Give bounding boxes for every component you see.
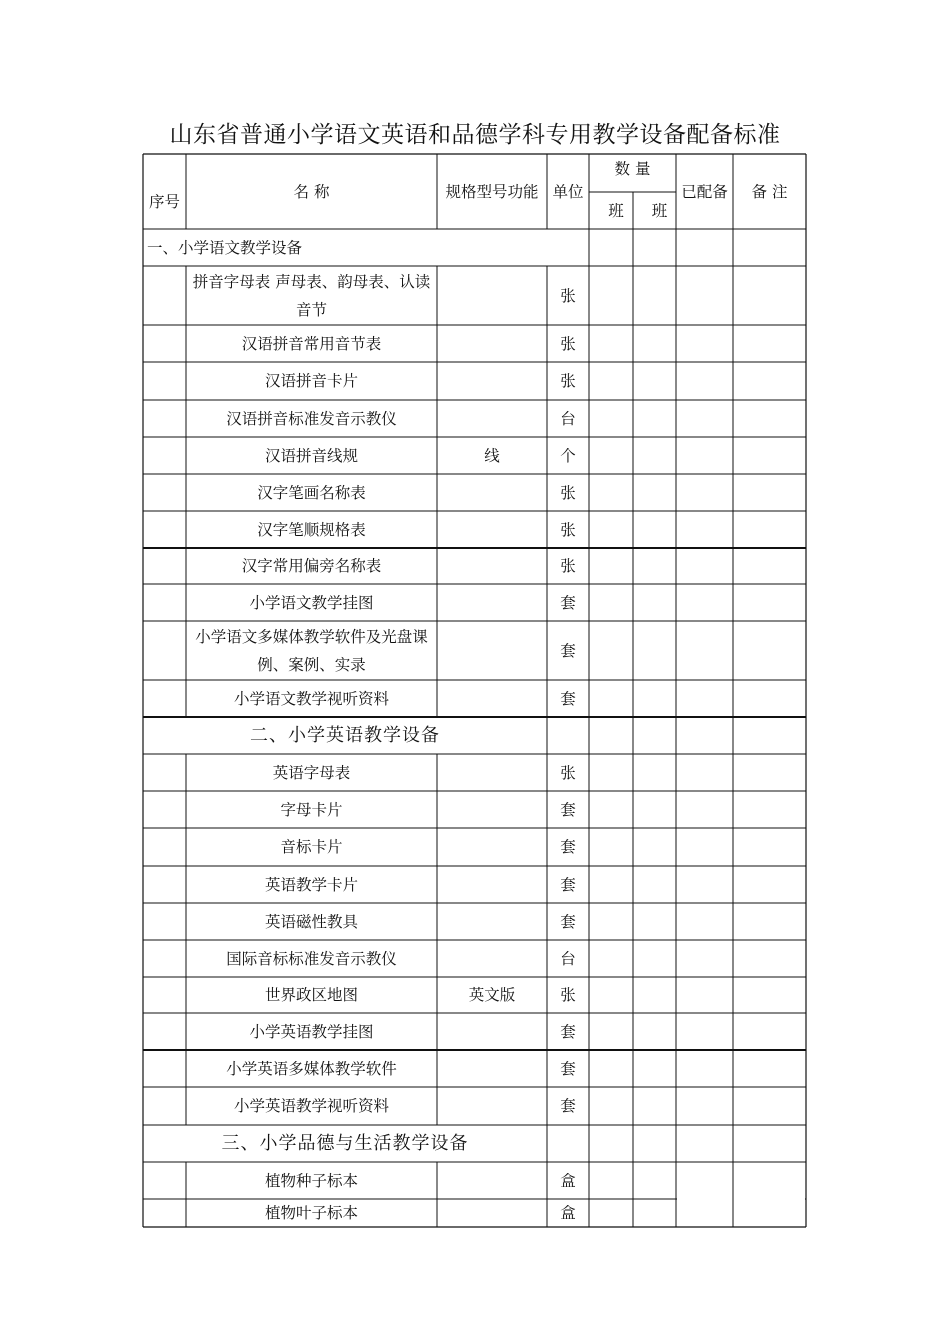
item-name: 小学语文教学挂图: [249, 593, 374, 612]
header-spec: 规格型号功能: [445, 182, 539, 201]
header-name: 名 称: [293, 182, 330, 201]
item-unit: 张: [560, 334, 576, 353]
item-spec: [437, 325, 547, 362]
item-spec: [437, 362, 547, 400]
item-spec: [437, 511, 547, 548]
item-name: 汉语拼音卡片: [264, 372, 358, 390]
item-name: 国际音标标准发音示教仪: [226, 949, 397, 968]
item-name: 汉语拼音常用音节表: [241, 334, 382, 353]
item-unit: 张: [560, 557, 576, 575]
item-name: 小学语文教学视听资料: [233, 689, 389, 708]
item-spec: [437, 584, 547, 621]
item-unit: 套: [560, 1097, 576, 1115]
item-unit: 个: [560, 446, 576, 465]
item-name: 英语字母表: [272, 763, 351, 782]
section-title: 三、小学品德与生活教学设备: [221, 1132, 469, 1154]
item-name: 小学英语教学挂图: [249, 1022, 374, 1041]
item-spec: [437, 828, 547, 866]
header-quantity: 数 量: [614, 160, 651, 178]
item-name: 英语教学卡片: [264, 875, 358, 894]
item-spec: [437, 940, 547, 977]
item-unit: 张: [560, 483, 576, 502]
item-name: 汉字笔顺规格表: [257, 520, 366, 539]
item-unit: 盒: [560, 1171, 576, 1190]
item-spec: [437, 400, 547, 437]
item-unit: 套: [560, 800, 576, 819]
item-unit: 套: [560, 641, 576, 660]
header-class-1: 班: [608, 201, 624, 220]
item-name: 音标卡片: [280, 838, 343, 856]
item-unit: 盒: [560, 1204, 576, 1222]
item-name: 小学语文多媒体教学软件及光盘课例、案例、实录: [195, 627, 428, 674]
item-unit: 张: [560, 520, 576, 539]
item-unit: 张: [560, 372, 576, 390]
item-unit: 套: [560, 875, 576, 894]
item-unit: 张: [560, 986, 576, 1004]
item-unit: 台: [560, 949, 576, 968]
header-unit: 单位: [552, 182, 584, 201]
item-name: 世界政区地图: [264, 986, 358, 1004]
header-class-2: 班: [651, 201, 668, 220]
section-title: 一、小学语文教学设备: [147, 238, 303, 257]
item-unit: 张: [560, 763, 576, 782]
item-spec: [437, 1162, 547, 1199]
item-name: 拼音字母表 声母表、韵母表、认读音节: [192, 272, 431, 319]
item-spec: 线: [484, 446, 500, 465]
item-unit: 套: [560, 838, 576, 856]
item-spec: [437, 754, 547, 791]
item-name: 植物叶子标本: [264, 1204, 358, 1222]
item-spec: [437, 680, 547, 717]
section-title: 二、小学英语教学设备: [250, 724, 440, 746]
item-name: 汉字笔画名称表: [257, 483, 366, 502]
item-unit: 套: [560, 912, 576, 931]
merged-cell-mask: [677, 1197, 805, 1201]
item-unit: 套: [560, 689, 576, 708]
item-name: 小学英语多媒体教学软件: [226, 1059, 397, 1078]
header-seq: 序号: [148, 193, 180, 211]
item-spec: [437, 1050, 547, 1087]
item-unit: 张: [560, 286, 576, 305]
item-spec: [437, 621, 547, 680]
item-spec: [437, 1199, 547, 1227]
item-spec: [437, 1013, 547, 1050]
item-unit: 台: [560, 409, 576, 428]
item-spec: [437, 903, 547, 940]
item-name: 字母卡片: [280, 800, 343, 819]
item-spec: [437, 266, 547, 325]
item-spec: [437, 548, 547, 584]
item-unit: 套: [560, 1059, 576, 1078]
item-name: 植物种子标本: [264, 1171, 358, 1190]
item-spec: [437, 791, 547, 828]
item-name: 汉语拼音标准发音示教仪: [226, 409, 397, 428]
item-name: 汉语拼音线规: [264, 446, 358, 465]
item-name: 小学英语教学视听资料: [233, 1097, 389, 1115]
item-unit: 套: [560, 1022, 576, 1041]
item-spec: [437, 866, 547, 903]
item-name: 英语磁性教具: [264, 912, 358, 931]
item-spec: [437, 474, 547, 511]
header-remark: 备 注: [751, 182, 788, 201]
page-title: 山东省普通小学语文英语和品德学科专用教学设备配备标准: [169, 122, 781, 148]
item-spec: [437, 1087, 547, 1125]
item-name: 汉字常用偏旁名称表: [241, 557, 382, 575]
item-spec: 英文版: [468, 986, 516, 1004]
header-equipped: 已配备: [681, 182, 728, 201]
item-unit: 套: [560, 593, 576, 612]
